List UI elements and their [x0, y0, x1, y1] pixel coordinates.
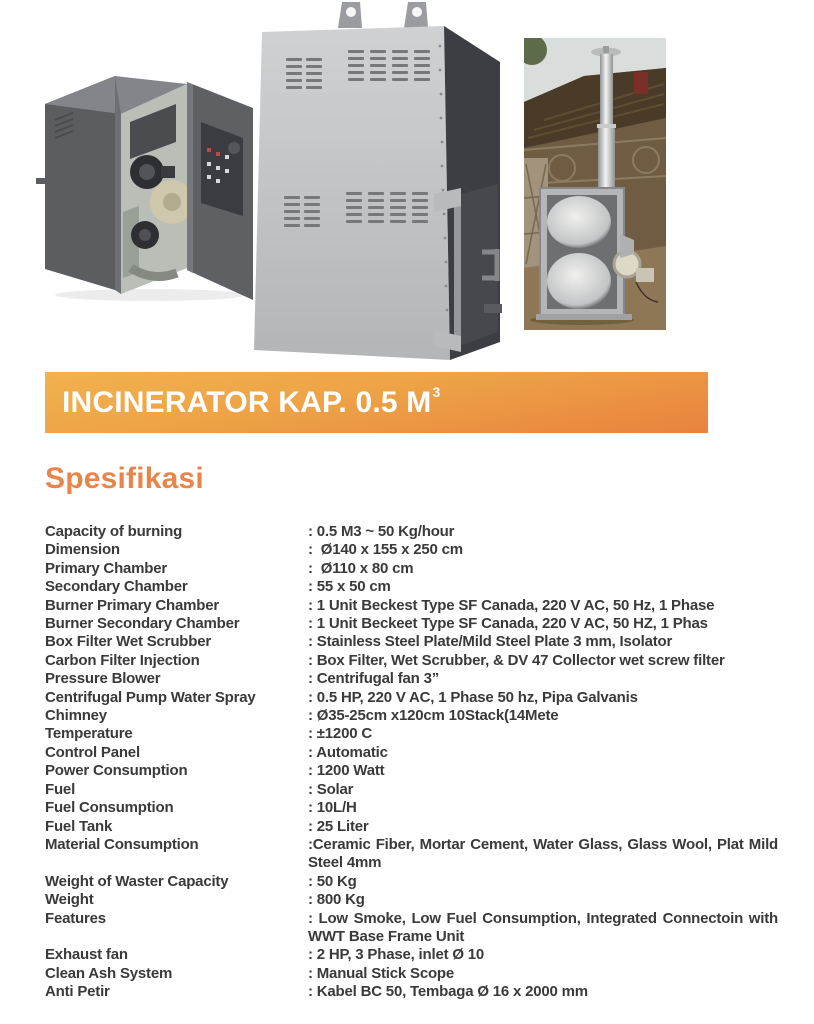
spec-value: : 0.5 HP, 220 V AC, 1 Phase 50 hz, Pipa Galvanis: [308, 688, 638, 706]
spec-row: [45, 541, 790, 559]
spec-label: Box Filter Wet Scrubber: [45, 633, 211, 651]
spec-value: : 55 x 50 cm: [308, 578, 391, 596]
spec-value: : 1 Unit Beckeet Type SF Canada, 220 V AC, 50 HZ, 1 Phas: [308, 615, 708, 633]
burner-cabinet-photo: [35, 62, 260, 307]
spec-value: : Centrifugal fan 3”: [308, 670, 440, 688]
spec-label: Capacity of burning: [45, 523, 183, 540]
spec-label: Features: [45, 909, 106, 927]
spec-row: [45, 910, 790, 947]
spec-label: Burner Secondary Chamber: [45, 615, 240, 633]
spec-label: Fuel Consumption: [45, 799, 174, 817]
spec-label: Secondary Chamber: [45, 578, 188, 596]
spec-row: [45, 725, 790, 743]
spec-label: Burner Primary Chamber: [45, 596, 219, 614]
spec-label: Dimension: [45, 541, 120, 559]
spec-label: Weight of Waster Capacity: [45, 872, 229, 890]
spec-row: [45, 523, 790, 541]
spec-row: [45, 689, 790, 707]
spec-label: Anti Petir: [45, 983, 110, 1001]
spec-list: [45, 523, 790, 1002]
installed-incinerator-with-chimney-photo: [524, 38, 666, 330]
spec-row: [45, 652, 790, 670]
spec-value: : Box Filter, Wet Scrubber, & DV 47 Collector wet screw filter: [308, 651, 725, 669]
spec-row: [45, 744, 790, 762]
spec-value: : Ø35-25cm x120cm 10Stack(14Mete: [308, 707, 559, 725]
spec-row: [45, 873, 790, 891]
spec-value: : Low Smoke, Low Fuel Consumption, Integrated Connectoin with WWT Base Frame Unit: [308, 909, 778, 945]
spec-value: :Ceramic Fiber, Mortar Cement, Water Glass, Glass Wool, Plat Mild Steel 4mm: [308, 835, 778, 872]
spec-label: Power Consumption: [45, 762, 188, 780]
spec-row: [45, 965, 790, 983]
spec-value: : Stainless Steel Plate/Mild Steel Plate 3 mm, Isolator: [308, 633, 673, 651]
spec-label: Centrifugal Pump Water Spray: [45, 688, 256, 706]
spec-value: : ±1200 C: [308, 725, 372, 743]
spec-label: Exhaust fan: [45, 946, 128, 964]
spec-label: Temperature: [45, 725, 133, 743]
spec-row: [45, 836, 790, 873]
spec-label: Fuel: [45, 780, 76, 798]
spec-row: [45, 946, 790, 964]
spec-row: [45, 670, 790, 688]
spec-label: Control Panel: [45, 743, 140, 761]
spec-label: Clean Ash System: [45, 964, 173, 982]
spec-value: : 25 Liter: [308, 817, 369, 835]
spec-value: : Ø110 x 80 cm: [308, 559, 414, 577]
spec-value: : 0.5 M3 ~ 50 Kg/hour: [308, 523, 455, 540]
spec-row: [45, 707, 790, 725]
spec-value: : 1200 Watt: [308, 762, 385, 780]
product-title: INCINERATOR KAP. 0.5 M: [62, 385, 432, 419]
spec-label: Fuel Tank: [45, 817, 113, 835]
spec-value: : 800 Kg: [308, 891, 365, 909]
spec-row: [45, 615, 790, 633]
section-heading: Spesifikasi: [45, 462, 204, 495]
spec-label: Chimney: [45, 707, 107, 725]
spec-value: : 1 Unit Beckest Type SF Canada, 220 V AC, 50 Hz, 1 Phase: [308, 596, 715, 614]
product-title-banner: [45, 372, 708, 433]
spec-label: Pressure Blower: [45, 670, 161, 688]
spec-value: : 2 HP, 3 Phase, inlet Ø 10: [308, 946, 485, 964]
spec-row: [45, 597, 790, 615]
spec-row: [45, 762, 790, 780]
spec-row: [45, 818, 790, 836]
spec-value: : Ø140 x 155 x 250 cm: [308, 541, 463, 559]
incinerator-cabinet-photo: [248, 0, 506, 372]
spec-row: [45, 578, 790, 596]
spec-row: [45, 781, 790, 799]
spec-value: : Manual Stick Scope: [308, 964, 455, 982]
spec-label: Primary Chamber: [45, 559, 168, 577]
spec-value: : Solar: [308, 780, 354, 798]
spec-label: Weight: [45, 891, 94, 909]
spec-row: [45, 633, 790, 651]
spec-row: [45, 983, 790, 1001]
spec-row: [45, 891, 790, 909]
spec-row: [45, 560, 790, 578]
spec-value: : Automatic: [308, 743, 388, 761]
spec-value: : 10L/H: [308, 799, 357, 817]
spec-label: Material Consumption: [45, 835, 199, 853]
product-title-superscript: 3: [432, 383, 441, 400]
spec-label: Carbon Filter Injection: [45, 651, 200, 669]
spec-row: [45, 799, 790, 817]
spec-value: : Kabel BC 50, Tembaga Ø 16 x 2000 mm: [308, 983, 588, 1001]
spec-value: : 50 Kg: [308, 872, 357, 890]
